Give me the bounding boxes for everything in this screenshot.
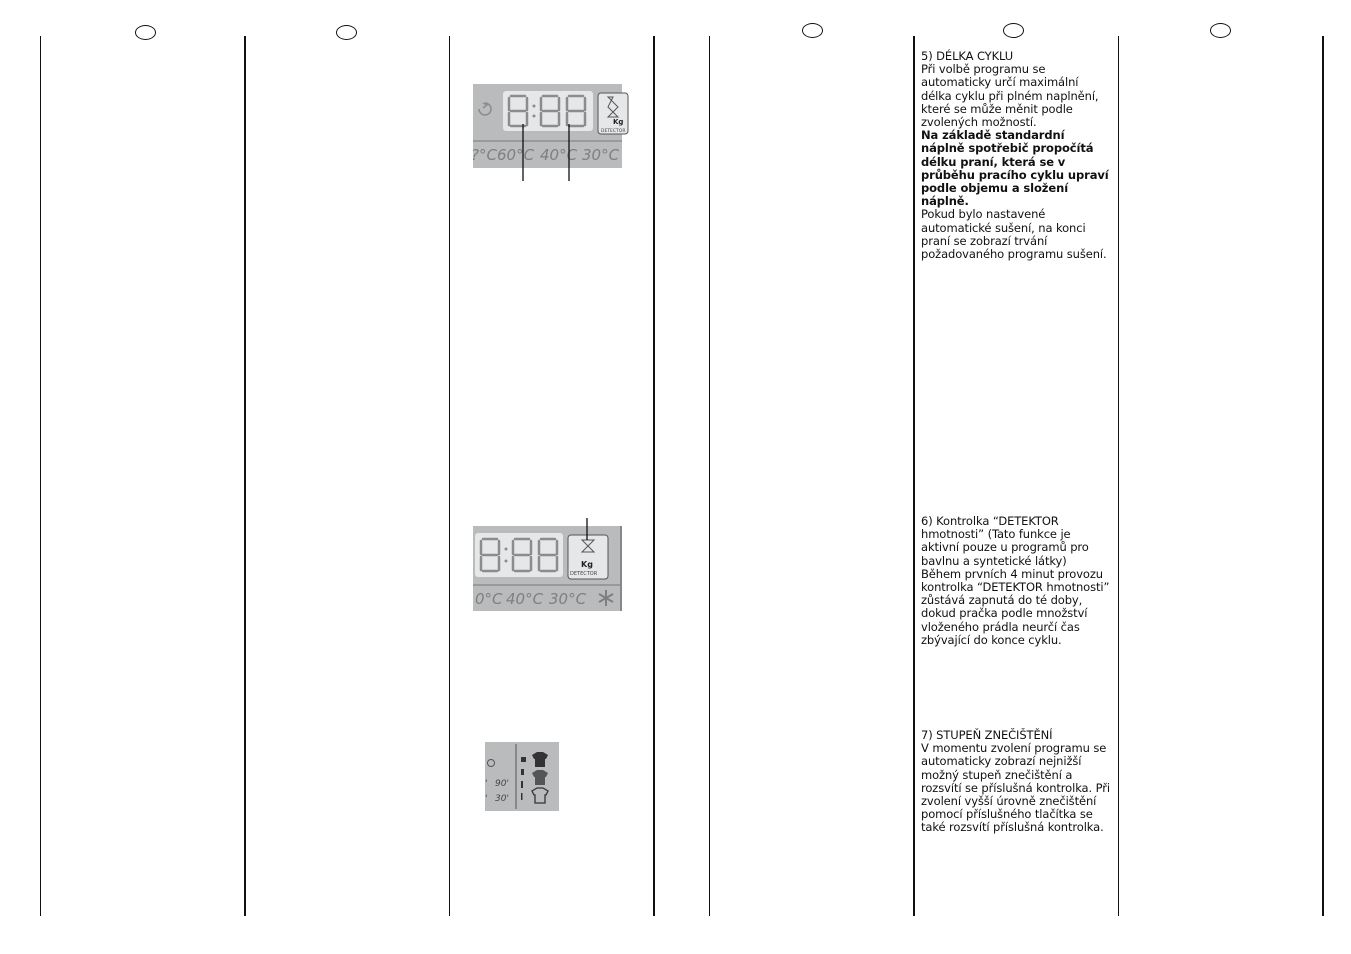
section-body: V momentu zvolení programu se automaticky zobrazí nejnižší možný stupeň znečištění a rozsvítí se příslušná kontrolka. Při zvolení vyšší úrovně znečištění pomocí příslušného tlačítka se také rozsvítí příslušná kontrolka.	[921, 741, 1110, 835]
time-label: '	[485, 779, 488, 789]
section-cycle-duration	[921, 50, 1111, 261]
detector-label: DETECTOR	[570, 571, 598, 577]
page-center-divider	[653, 36, 655, 916]
soil-level-display-illustration	[485, 742, 560, 812]
column-divider	[40, 36, 41, 916]
temp-label: 30°C	[582, 146, 620, 164]
section-heading: 7) STUPEŇ ZNEČIŠTĚNÍ	[921, 728, 1053, 742]
kg-label: Kg	[613, 118, 624, 126]
section-soil-level	[921, 729, 1111, 835]
temp-label: 40°C	[506, 590, 544, 608]
kg-label: Kg	[581, 560, 593, 569]
column-divider	[449, 36, 450, 916]
column-divider	[244, 36, 246, 916]
column-divider	[913, 36, 915, 916]
language-marker-icon	[1003, 23, 1024, 38]
language-marker-icon	[135, 25, 156, 40]
section-heading: 5) DÉLKA CYKLU	[921, 49, 1014, 63]
detector-label: DETECTOR	[601, 129, 626, 134]
time-label: '	[485, 794, 488, 804]
section-drying-note: Pokud bylo nastavené automatické sušení, na konci praní se zobrazí trvání požadovaného programu sušení.	[921, 207, 1107, 262]
time-label: 30'	[495, 794, 509, 804]
temp-label: ?°C	[471, 146, 497, 164]
temp-label: 40°C	[540, 146, 578, 164]
section-heading: 6) Kontrolka “DETEKTOR hmotnosti” (Tato funkce je aktivní pouze u programů pro bavlnu a syntetické látky)	[921, 514, 1089, 568]
weight-detector-display-illustration	[473, 518, 623, 613]
language-marker-icon	[336, 25, 357, 40]
section-intro: Při volbě programu se automaticky určí maximální délka cyklu při plném naplnění, které se může měnit podle zvolených možností.	[921, 62, 1099, 130]
language-marker-icon	[802, 23, 823, 38]
column-divider	[709, 36, 710, 916]
column-divider	[1322, 36, 1324, 916]
language-marker-icon	[1210, 23, 1231, 38]
section-emphasis: Na základě standardní náplně spotřebič propočítá délku praní, která se v průběhu pracího cyklu upraví podle objemu a složení náplně.	[921, 128, 1109, 209]
temp-label: 60°C	[497, 146, 535, 164]
section-weight-detector	[921, 515, 1111, 647]
temp-label: 0°C	[475, 590, 503, 608]
temp-label: 30°C	[549, 590, 587, 608]
cycle-duration-display-illustration	[471, 84, 626, 184]
section-body: Během prvních 4 minut provozu kontrolka “DETEKTOR hmotnosti” zůstává zapnutá do té doby, dokud pračka podle množství vloženého prádla neurčí čas zbývající do konce cyklu.	[921, 566, 1110, 647]
time-label: 90'	[495, 779, 509, 789]
column-divider	[1118, 36, 1119, 916]
